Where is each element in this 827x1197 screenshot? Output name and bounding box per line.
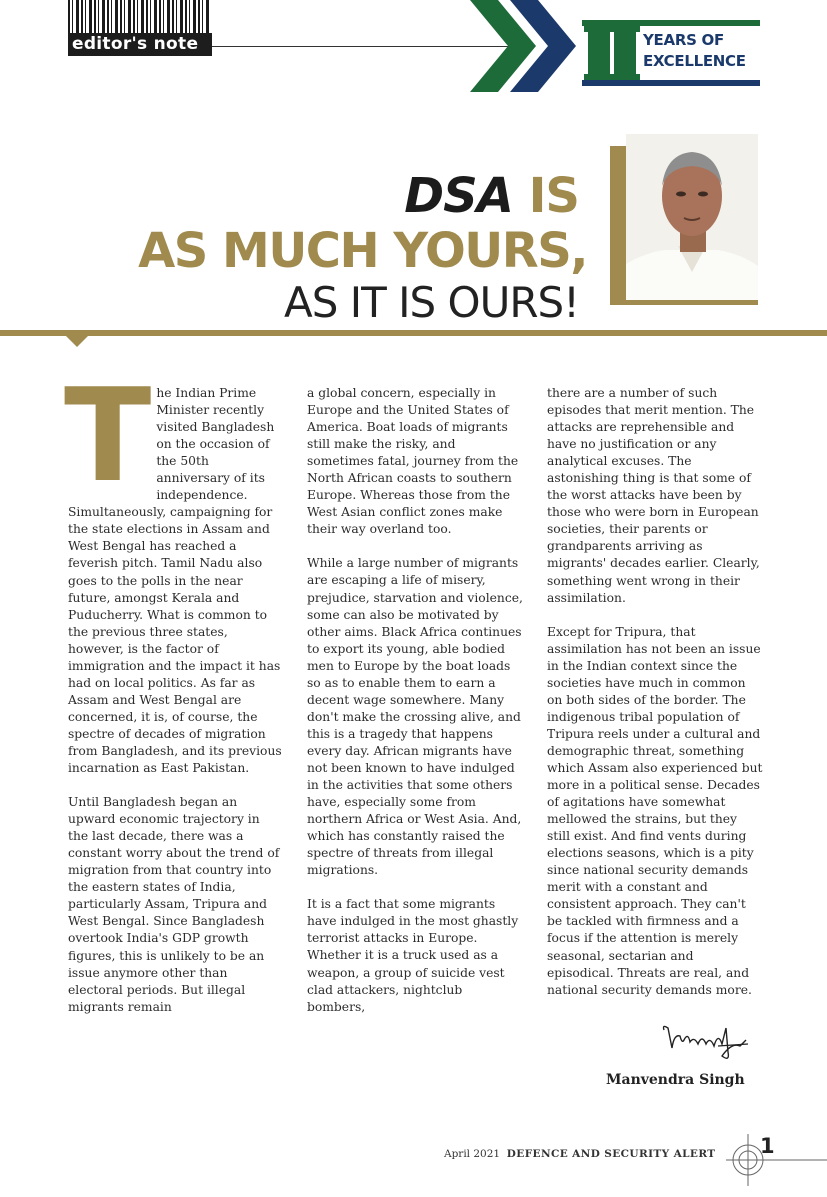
text-column-1 xyxy=(64,362,282,1033)
author-name: Manvendra Singh xyxy=(606,1072,745,1088)
paragraph-text: he Indian Prime Minister recently visited Bangladesh on the occasion of the 50th anniversary of its independence. Simultaneously, campaigning for the state elections in Assam and West Bengal has reached a feverish pitch. Tamil Nadu also goes to the polls in the near future, amongst Kerala and Puducherry. What is common to the previous three states, however, is the factor of immigration and the impact it has had on local politics. As far as Assam and West Bengal are concerned, it is, of course, the spectre of decades of migration from Bangladesh, and its previous incarnation as East Pakistan. xyxy=(68,386,282,776)
crosshair-icon xyxy=(726,1126,827,1197)
page-footer xyxy=(444,1148,715,1160)
badge-line-1: YEARS OF xyxy=(643,31,724,49)
paragraph: It is a fact that some migrants have indulged in the most ghastly terrorist attacks in Europe. Whether it is a truck used as a weapon, a group of suicide vest clad attackers, nightclub bombers, xyxy=(307,897,519,1014)
anniversary-text xyxy=(643,30,746,72)
paragraph: a global concern, especially in Europe and the United States of America. Boat loads of migrants still make the risky, and sometimes fatal, journey from the North African coasts to southern Europe. Whereas those from the West Asian conflict zones make their way overland too. xyxy=(307,386,519,537)
headline-is: IS xyxy=(528,168,579,224)
editor-portrait xyxy=(626,134,758,300)
headline-dsa: DSA xyxy=(404,168,513,224)
paragraph xyxy=(64,362,282,777)
rule-notch xyxy=(66,336,88,347)
section-tag: editor's note xyxy=(68,33,212,56)
badge-line-2: EXCELLENCE xyxy=(643,52,746,70)
page-number: 1 xyxy=(760,1134,775,1158)
paragraph: there are a number of such episodes that merit mention. The attacks are reprehensible and have no justification or any analytical excuses. The astonishing thing is that some of the worst attacks have been by those who were born in European societies, their parents or grandparents arriving as migrants' decades earlier. Clearly, something went wrong in their assimilation. xyxy=(547,386,760,605)
publication-name: DEFENCE AND SECURITY ALERT xyxy=(506,1148,716,1160)
paragraph: Until Bangladesh began an upward economic trajectory in the last decade, there was a constant worry about the trend of migration from that country into the eastern states of India, particularly Assam, Tripura and West Bengal. Since Bangladesh overtook India's GDP growth figures, this is unlikely to be an issue anymore other than electoral periods. But illegal migrants remain xyxy=(68,795,280,1014)
drop-cap: T xyxy=(64,362,152,511)
issue-date: April 2021 xyxy=(444,1148,501,1160)
headline-line-3: AS IT IS OURS! xyxy=(283,278,579,327)
headline-line-2: AS MUCH YOURS, xyxy=(138,223,587,279)
portrait-frame xyxy=(610,146,626,305)
barcode-graphic xyxy=(68,0,210,33)
paragraph: While a large number of migrants are escaping a life of misery, prejudice, starvation and violence, some can also be motivated by other aims. Black Africa continues to export its young, able bodied men to Europe by the boat loads so as to enable them to earn a decent wage somewhere. Many don't make the crossing alive, and this is a tragedy that happens every day. African migrants have not been known to have indulged in the activities that some others have, especially some from northern Africa or West Asia. And, which has constantly raised the spectre of threats from illegal migrations. xyxy=(307,556,523,878)
headline-line-1 xyxy=(404,168,579,224)
paragraph: Except for Tripura, that assimilation has not been an issue in the Indian context since the societies have much in common on both sides of the border. The indigenous tribal population of Tripura reels under a cultural and demographic threat, something which Assam also experienced but more in a political sense. Decades of agitations have somewhat mellowed the strains, but they still exist. And find vents during elections seasons, which is a pity since national security demands merit with a constant and consistent approach. They can't be tackled with firmness and a focus if the attention is merely seasonal, sectarian and episodical. Threats are real, and national security demands more. xyxy=(547,624,763,997)
signature-image xyxy=(660,1022,752,1068)
title-rule xyxy=(0,330,827,336)
chevron-arrows-icon xyxy=(470,0,582,96)
text-column-2 xyxy=(307,385,523,1033)
text-column-3 xyxy=(547,385,763,1016)
